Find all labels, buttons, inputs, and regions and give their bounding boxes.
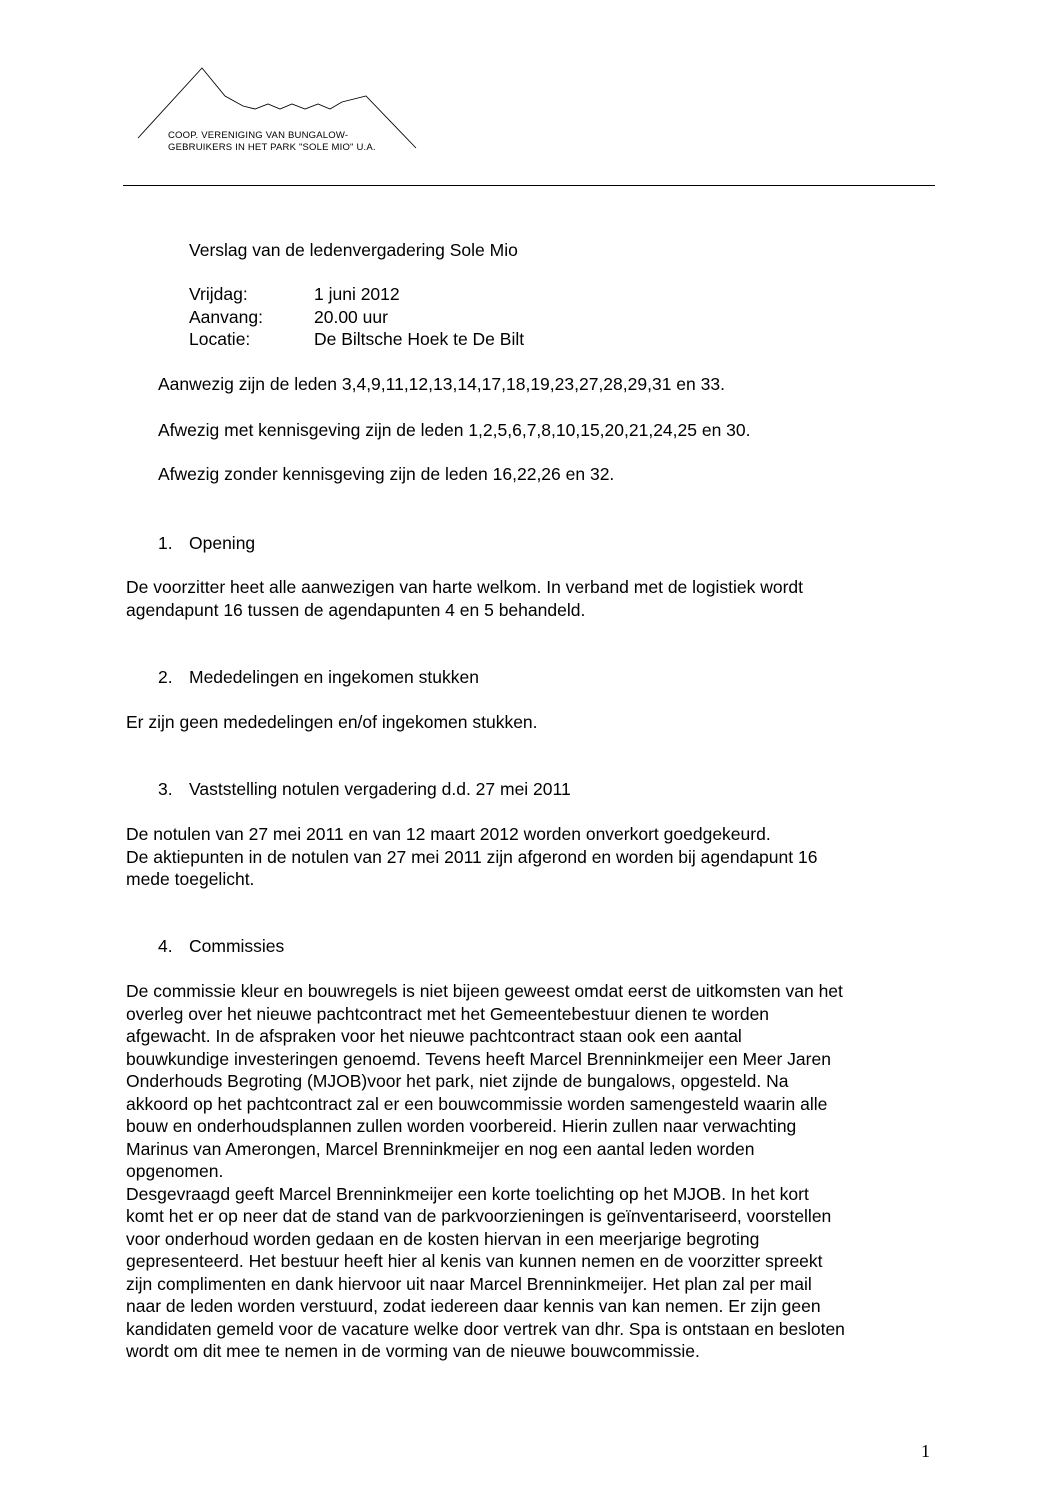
body-line: gepresenteerd. Het bestuur heeft hier al kenis van kunnen nemen en de voorzitter spreekt [126, 1251, 823, 1271]
body-line: De notulen van 27 mei 2011 en van 12 maart 2012 worden onverkort goedgekeurd. [126, 824, 771, 844]
body-line: De voorzitter heet alle aanwezigen van harte welkom. In verband met de logistiek wordt [126, 577, 804, 597]
body-line: akkoord op het pachtcontract zal er een bouwcommissie worden samengesteld waarin alle [126, 1093, 828, 1114]
meta-value-location: De Biltsche Hoek te De Bilt [314, 329, 525, 349]
body-line: afgewacht. In de afspraken voor het nieuwe pachtcontract staan ook een aantal [126, 1026, 742, 1046]
body-line: De aktiepunten in de notulen van 27 mei 2011 zijn afgerond en worden bij agendapunt 16 [126, 846, 818, 867]
section-1-heading: Opening [189, 533, 256, 553]
logo-line-2: GEBRUIKERS IN HET PARK "SOLE MIO" U.A. [168, 142, 376, 153]
body-line: Marinus van Amerongen, Marcel Brenninkmeijer en nog een aantal leden worden [126, 1138, 755, 1159]
section-2-heading: Mededelingen en ingekomen stukken [189, 667, 479, 687]
body-line: opgenomen. [126, 1161, 224, 1181]
body-line: De commissie kleur en bouwregels is niet bijeen geweest omdat eerst de uitkomsten van het [126, 981, 843, 1001]
body-line: komt het er op neer dat de stand van de parkvoorzieningen is geïnventariseerd, voorstellen [126, 1206, 832, 1226]
body-line: mede toegelicht. [126, 869, 255, 889]
section-4-heading: Commissies [189, 936, 285, 956]
section-1-body [126, 576, 946, 621]
body-line: wordt om dit mee te nemen in de vorming van de nieuwe bouwcommissie. [126, 1341, 700, 1361]
body-line: bouw en onderhoudsplannen zullen worden voorbereid. Hierin zullen naar verwachting [126, 1116, 797, 1136]
body-line: overleg over het nieuwe pachtcontract met het Gemeentebestuur dienen te worden [126, 1003, 770, 1024]
attendance-absent-unnotified: Afwezig zonder kennisgeving zijn de leden 16,22,26 en 32. [158, 464, 615, 484]
header-divider [123, 185, 935, 186]
meta-label-location: Locatie: [189, 329, 251, 349]
meta-label-start: Aanvang: [189, 307, 263, 327]
document-title: Verslag van de ledenvergadering Sole Mio [189, 240, 518, 260]
meta-label-day: Vrijdag: [189, 284, 248, 304]
section-4-number: 4. [158, 936, 173, 956]
body-line: agendapunt 16 tussen de agendapunten 4 en 5 behandeld. [126, 599, 586, 620]
section-3-number: 3. [158, 779, 173, 799]
body-line: kandidaten gemeld voor de vacature welke door vertrek van dhr. Spa is ontstaan en besloten [126, 1318, 845, 1339]
section-2-number: 2. [158, 667, 173, 687]
section-2-body [126, 711, 946, 734]
logo-line-1: COOP. VERENIGING VAN BUNGALOW- [168, 130, 349, 141]
body-line: Onderhouds Begroting (MJOB)voor het park, niet zijnde de bungalows, opgesteld. Na [126, 1071, 789, 1091]
body-line: Er zijn geen mededelingen en/of ingekomen stukken. [126, 712, 538, 732]
section-1-number: 1. [158, 533, 173, 553]
page-number: 1 [921, 1441, 930, 1461]
section-4-body [126, 980, 946, 1363]
body-line: bouwkundige investeringen genoemd. Tevens heeft Marcel Brenninkmeijer een Meer Jaren [126, 1048, 831, 1069]
attendance-present: Aanwezig zijn de leden 3,4,9,11,12,13,14,17,18,19,23,27,28,29,31 en 33. [158, 374, 725, 394]
body-line: zijn complimenten en dank hiervoor uit naar Marcel Brenninkmeijer. Het plan zal per mail [126, 1273, 812, 1294]
body-line: voor onderhoud worden gedaan en de kosten hiervan in een meerjarige begroting [126, 1228, 760, 1249]
meta-value-start: 20.00 uur [314, 307, 388, 327]
meta-value-day: 1 juni 2012 [314, 284, 400, 304]
section-3-heading: Vaststelling notulen vergadering d.d. 27 mei 2011 [189, 779, 571, 799]
section-3-body [126, 823, 946, 891]
body-line: naar de leden worden verstuurd, zodat iedereen daar kennis van kan nemen. Er zijn geen [126, 1296, 821, 1316]
body-line: Desgevraagd geeft Marcel Brenninkmeijer een korte toelichting op het MJOB. In het kort [126, 1183, 809, 1204]
attendance-absent-notified: Afwezig met kennisgeving zijn de leden 1,2,5,6,7,8,10,15,20,21,24,25 en 30. [158, 420, 751, 440]
